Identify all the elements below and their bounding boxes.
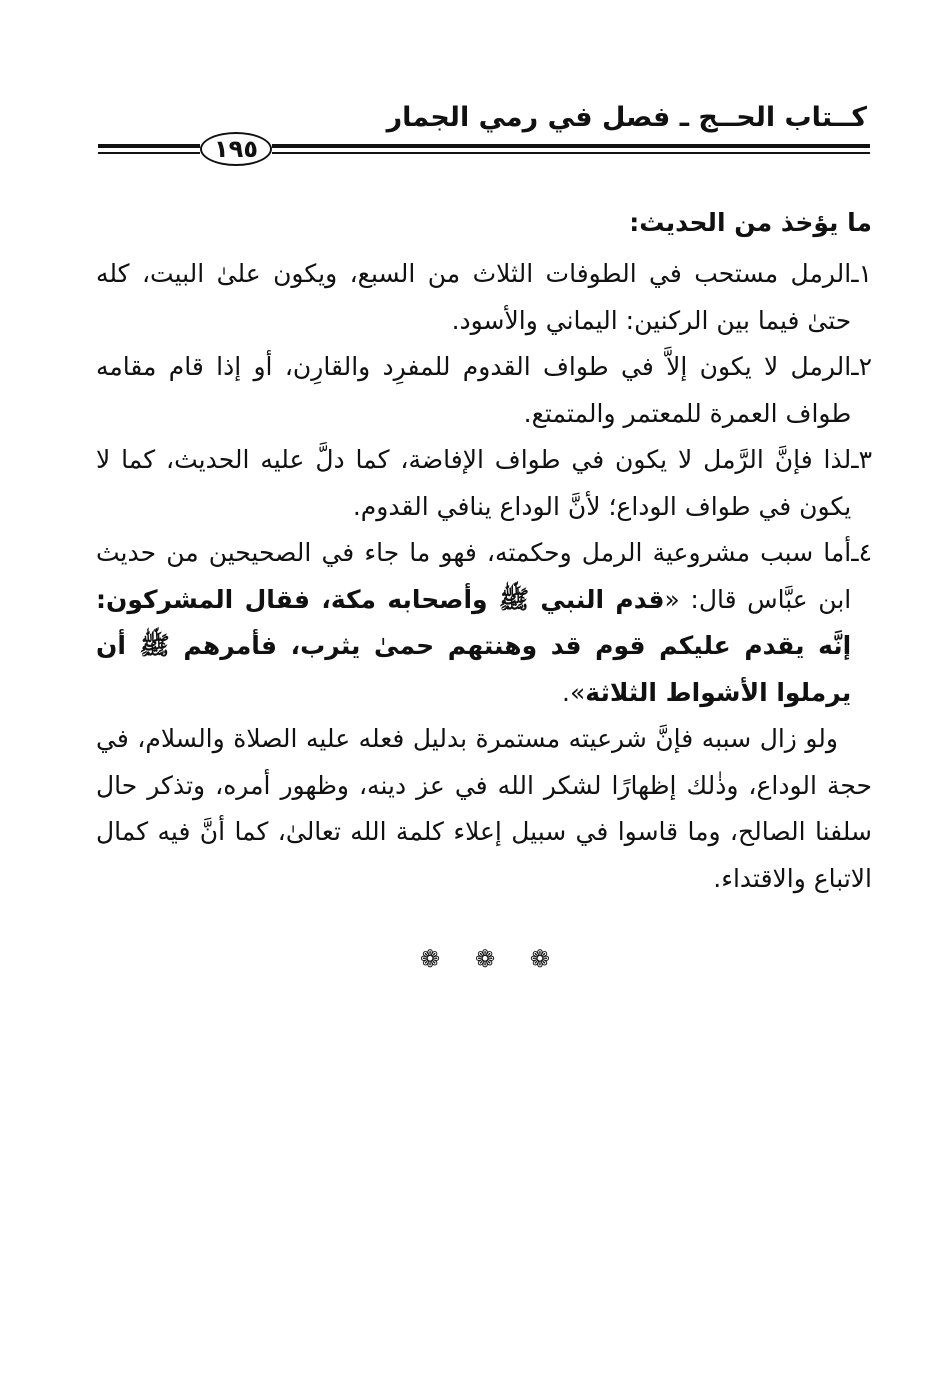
- item-number: ٣ـ: [851, 445, 872, 474]
- list-item: [96, 530, 872, 716]
- page-number: ١٩٥: [200, 132, 272, 166]
- item-text: [96, 530, 851, 716]
- item-number: ٤ـ: [851, 538, 872, 567]
- asterism-icon: ❁: [420, 945, 441, 973]
- main-content: [96, 200, 872, 902]
- item-text-lead: أما سبب مشروعية الرمل وحكمته، فهو ما جاء في الصحيحين من حديث ابن عبَّاس قال: «: [96, 538, 852, 614]
- item-text-tail: ».: [562, 677, 586, 707]
- header-rule-left: [98, 144, 200, 154]
- asterism-icon: ❁: [529, 945, 550, 973]
- section-separator: [420, 944, 550, 974]
- hadith-quote: قدم النبي ﷺ وأصحابه مكة، فقال المشركون: إنَّه يقدم عليكم قوم قد وهنتهم حمىٰ يثرب، فأمرهم ﷺ أن يرملوا الأشواط الثلاثة: [96, 584, 852, 707]
- item-text: الرمل لا يكون إلاَّ في طواف القدوم للمفرِد والقارِن، أو إذا قام مقامه طواف العمرة للمعتمر والمتمتع.: [96, 352, 852, 428]
- item-text: لذا فإنَّ الرَّمل لا يكون في طواف الإفاضة، كما دلَّ عليه الحديث، كما لا يكون في طواف الوداع؛ لأنَّ الوداع ينافي القدوم.: [96, 445, 852, 521]
- header-rule-right: [272, 144, 870, 154]
- points-list: [96, 251, 872, 716]
- section-heading: ما يؤخذ من الحديث:: [629, 208, 872, 237]
- item-number: ٢ـ: [851, 352, 872, 381]
- asterism-icon: ❁: [474, 945, 496, 973]
- closing-paragraph: ولو زال سببه فإنَّ شرعيته مستمرة بدليل فعله عليه الصلاة والسلام، في حجة الوداع، وذٰلك إظهارًا لشكر الله في عز دينه، وظهور أمره، وتذكر حال سلفنا الصالح، وما قاسوا في سبيل إعلاء كلمة الله تعالىٰ، كما أنَّ فيه كمال الاتباع والاقتداء.: [96, 724, 872, 893]
- list-item: [96, 251, 872, 344]
- item-number: ١ـ: [851, 259, 872, 288]
- item-text: الرمل مستحب في الطوفات الثلاث من السبع، ويكون علىٰ البيت، كله حتىٰ فيما بين الركنين: اليماني والأسود.: [96, 259, 852, 335]
- list-item: [96, 437, 872, 530]
- chapter-title: كــتاب الحــج ـ فصل في رمي الجمار: [386, 102, 867, 133]
- list-item: [96, 344, 872, 437]
